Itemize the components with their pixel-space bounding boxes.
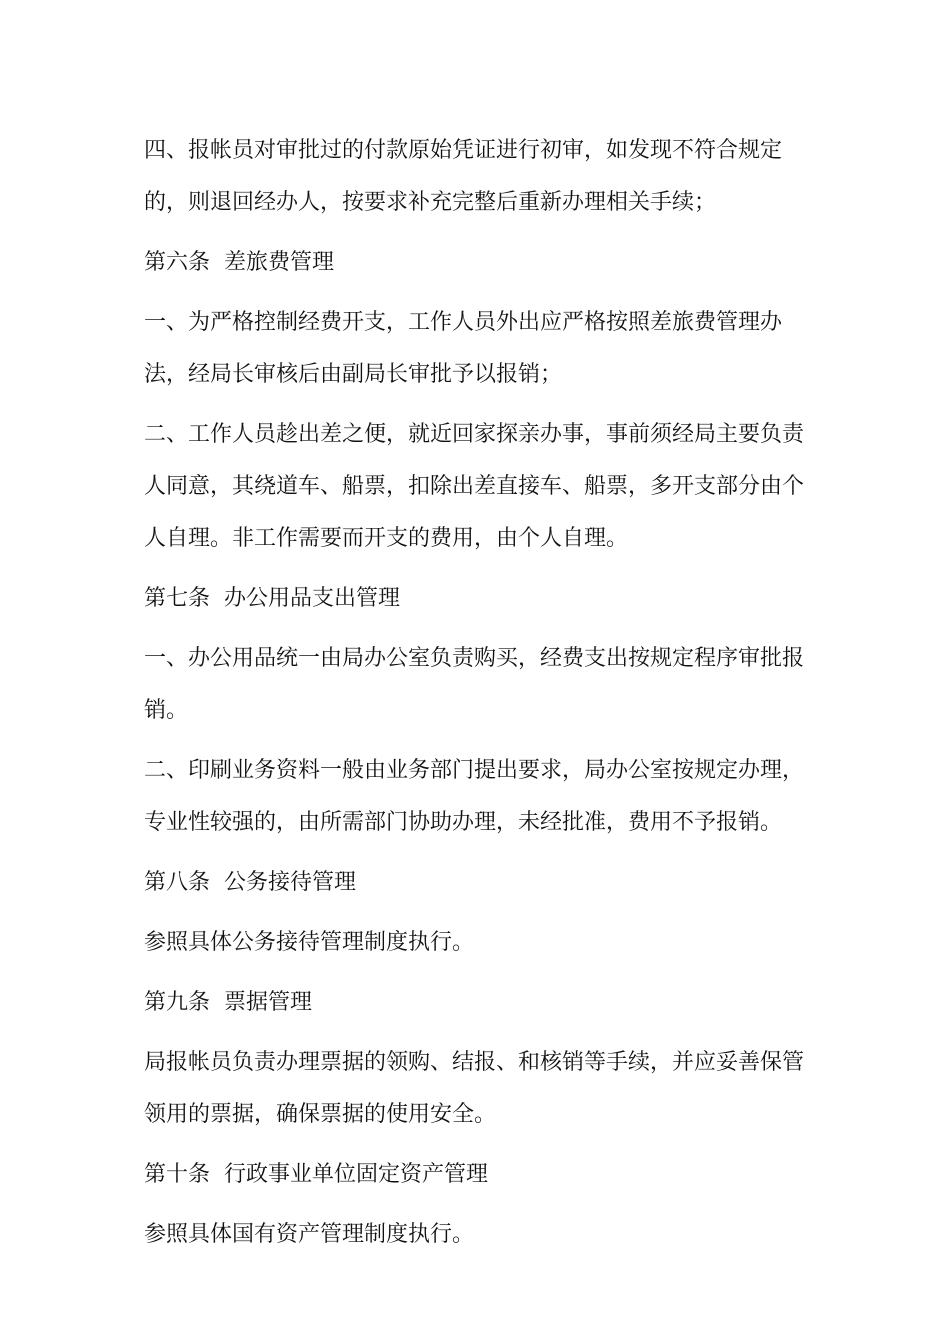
clause-4-verification: 四、报帐员对审批过的付款原始凭证进行初审，如发现不符合规定的，则退回经办人，按要求补充完整后重新办理相关手续；	[144, 138, 783, 215]
article-7-heading: 第七条 办公用品支出管理	[144, 586, 400, 611]
document-body	[144, 125, 809, 1269]
article-10-heading: 第十条 行政事业单位固定资产管理	[144, 1162, 488, 1187]
article-6-clause-1: 一、为严格控制经费开支，工作人员外出应严格按照差旅费管理办法，经局长审核后由副局长审批予以报销；	[144, 310, 783, 387]
article-9-body: 局报帐员负责办理票据的领购、结报、和核销等手续，并应妥善保管领用的票据，确保票据的使用安全。	[144, 1050, 805, 1127]
article-8-heading: 第八条 公务接待管理	[144, 870, 356, 895]
article-6-heading: 第六条 差旅费管理	[144, 250, 334, 275]
article-10-body: 参照具体国有资产管理制度执行。	[144, 1222, 475, 1247]
article-9-heading: 第九条 票据管理	[144, 990, 312, 1015]
article-8-body: 参照具体公务接待管理制度执行。	[144, 930, 475, 955]
article-7-clause-2: 二、印刷业务资料一般由业务部门提出要求，局办公室按规定办理，专业性较强的，由所需部门协助办理，未经批准，费用不予报销。	[144, 758, 805, 835]
article-6-clause-2: 二、工作人员趁出差之便，就近回家探亲办事，事前须经局主要负责人同意，其绕道车、船票，扣除出差直接车、船票，多开支部分由个人自理。非工作需要而开支的费用，由个人自理。	[144, 422, 805, 551]
article-7-clause-1: 一、办公用品统一由局办公室负责购买，经费支出按规定程序审批报销。	[144, 646, 805, 723]
